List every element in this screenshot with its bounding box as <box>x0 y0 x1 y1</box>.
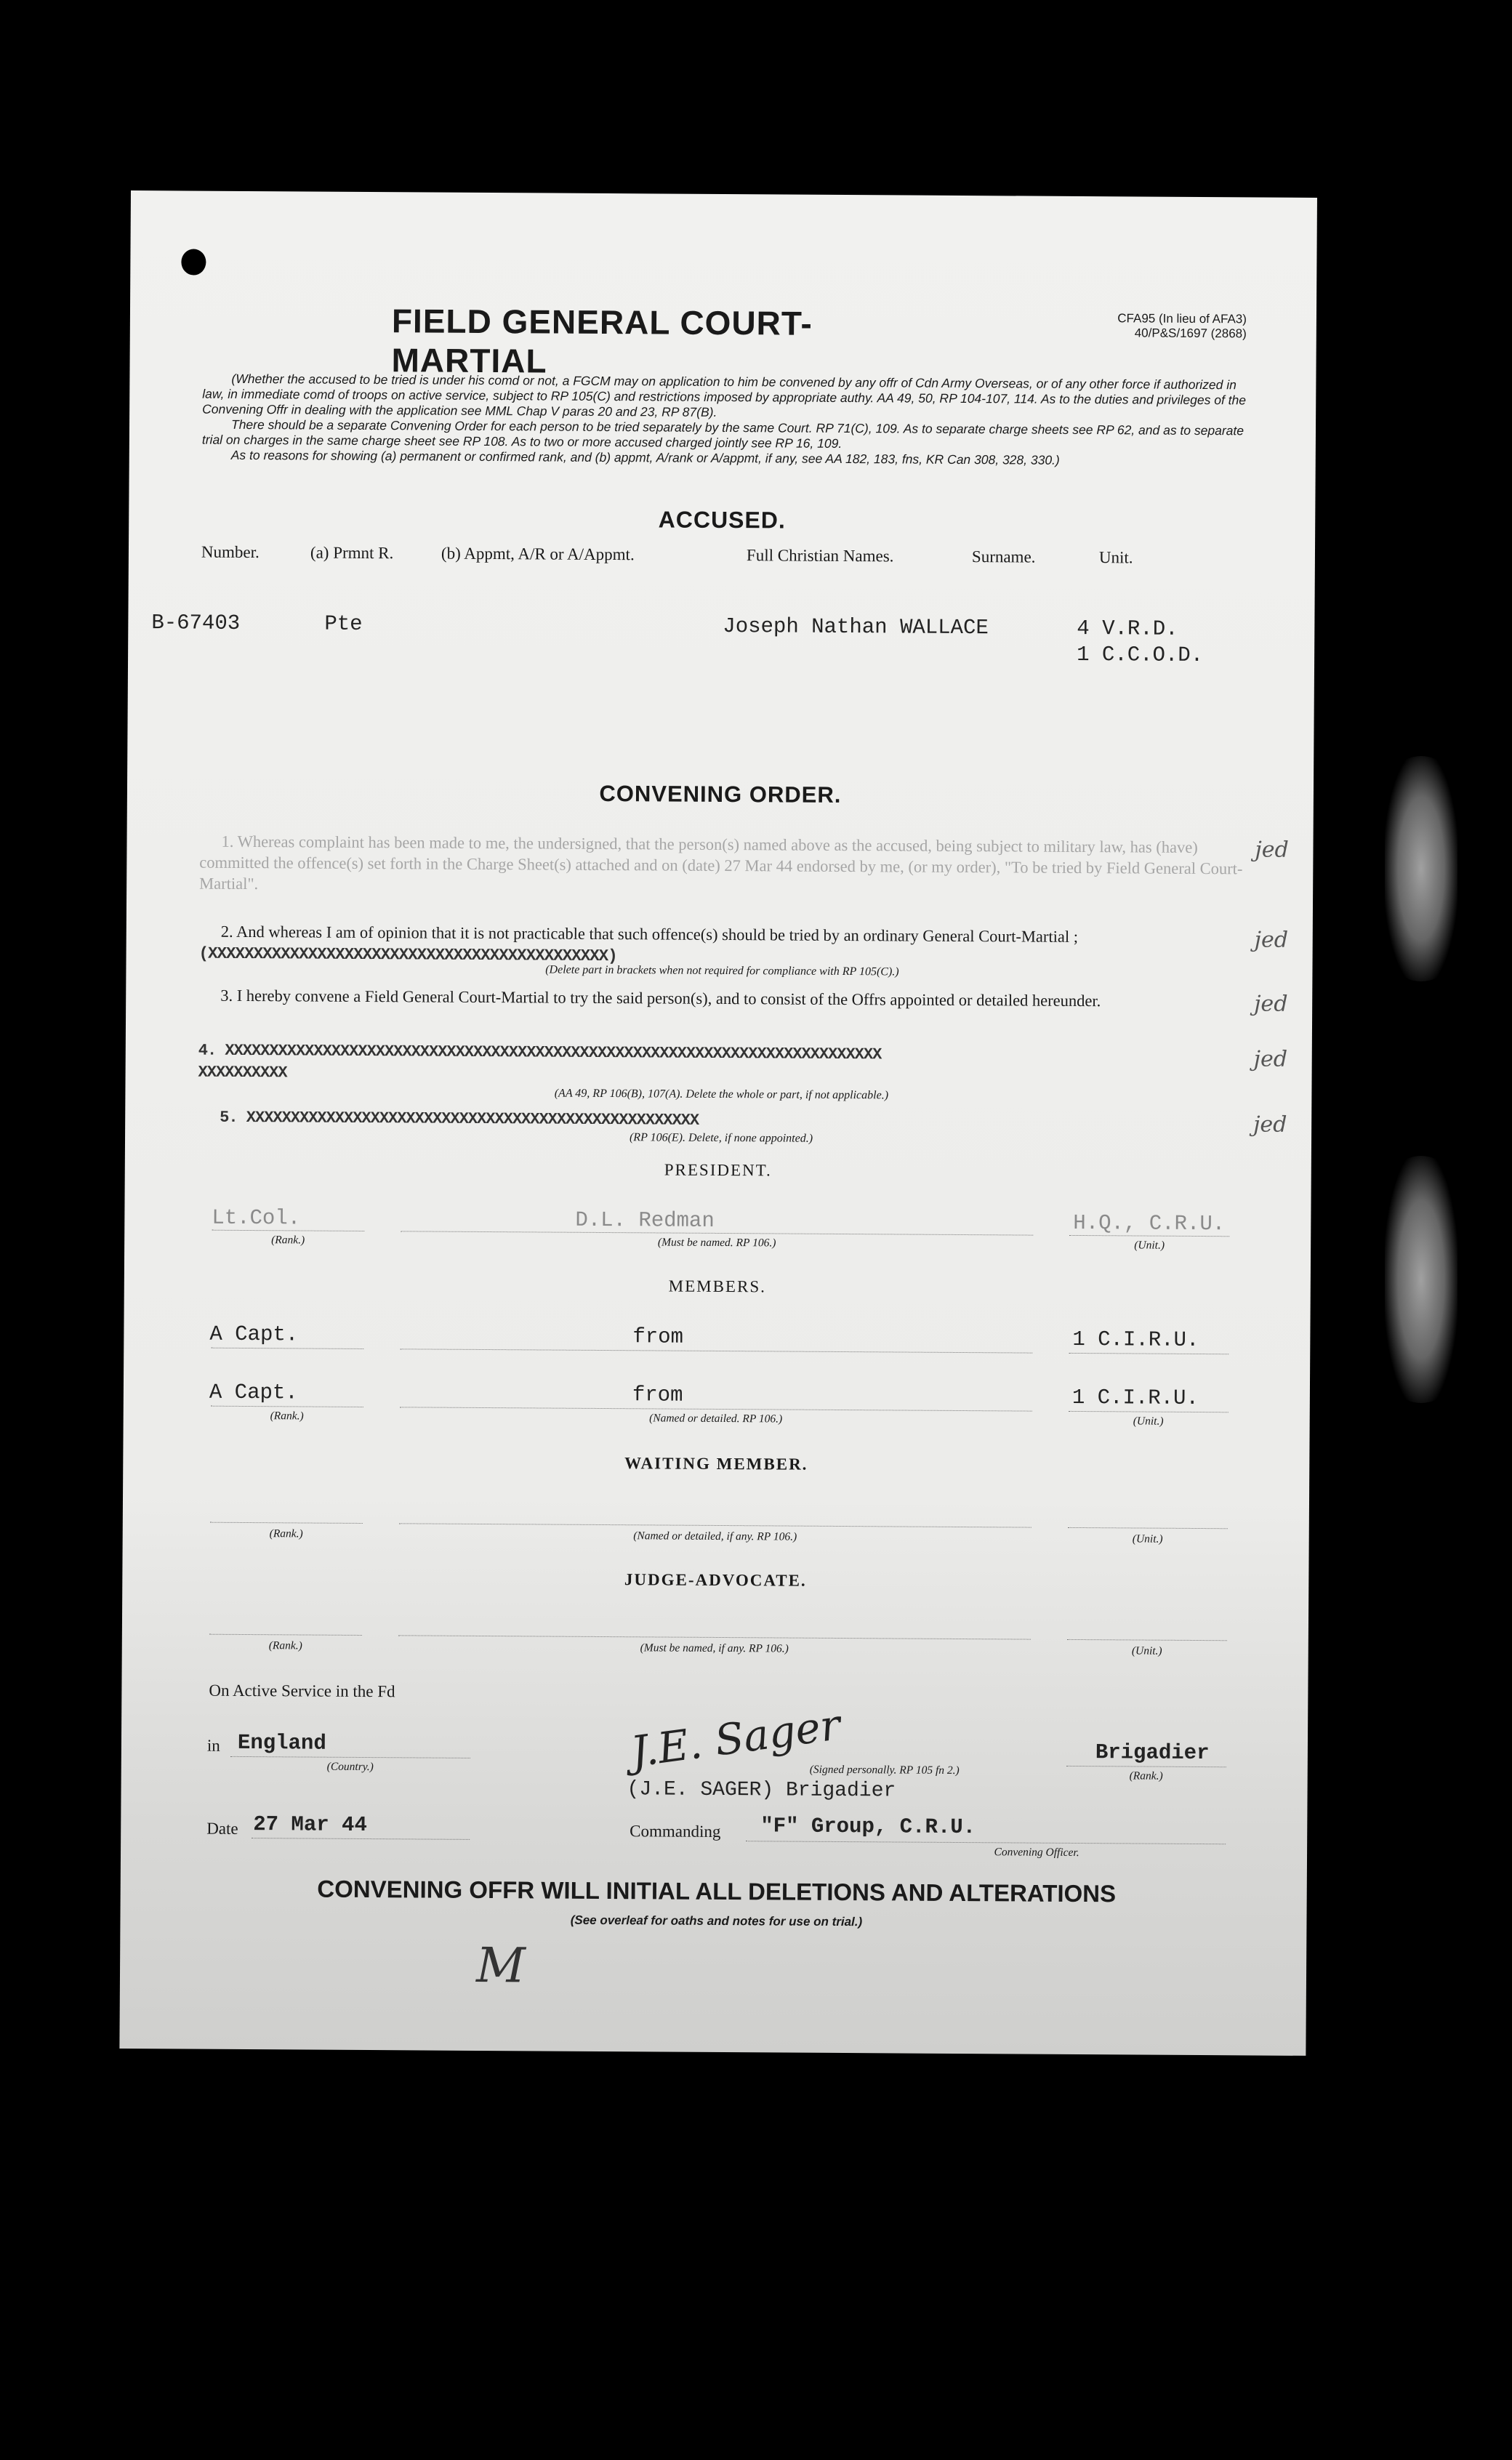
date-line <box>252 1837 470 1840</box>
judge-rank-caption: (Rank.) <box>268 1639 302 1652</box>
member-2-unit-line <box>1069 1410 1228 1412</box>
members-name-caption: (Named or detailed. RP 106.) <box>649 1412 783 1426</box>
president-rank-line <box>212 1229 364 1231</box>
convening-rank: Brigadier <box>1095 1740 1210 1766</box>
paragraph-2-deleted: (XXXXXXXXXXXXXXXXXXXXXXXXXXXXXXXXXXXXXXXXXXXX) <box>198 944 617 966</box>
paragraph-3: 3. I hereby convene a Field General Court-Martial to try the said person(s), and to consist of the Offrs appointed or detailed hereunder. <box>220 986 1101 1010</box>
handwritten-mark: M <box>475 1937 526 1994</box>
col-appointment: (b) Appmt, A/R or A/Appmt. <box>441 544 635 564</box>
president-unit-line <box>1069 1234 1229 1237</box>
judge-unit-line <box>1067 1639 1227 1641</box>
form-page <box>119 190 1317 2056</box>
member-2-rank-line <box>211 1405 363 1407</box>
footer-note: (See overleaf for oaths and notes for use on trial.) <box>570 1913 863 1929</box>
paragraph-5-note: (RP 106(E). Delete, if none appointed.) <box>629 1131 813 1145</box>
in-label: in <box>206 1736 220 1755</box>
commanding-value: "F" Group, C.R.U. <box>760 1814 976 1840</box>
margin-initial-4: jed <box>1253 1046 1288 1072</box>
paragraph-4-note: (AA 49, RP 106(B), 107(A). Delete the whole or part, if not applicable.) <box>554 1087 889 1102</box>
accused-heading: ACCUSED. <box>658 506 786 534</box>
members-heading: MEMBERS. <box>668 1277 766 1296</box>
members-rank-caption: (Rank.) <box>270 1410 304 1423</box>
member-1-rank-line <box>211 1347 363 1349</box>
member-1-rank: A Capt. <box>209 1322 299 1347</box>
waiting-name-caption: (Named or detailed, if any. RP 106.) <box>633 1530 797 1543</box>
accused-unit-1: 4 V.R.D. <box>1077 616 1178 641</box>
clip-shadow-upper <box>1385 756 1457 981</box>
typed-name: (J.E. SAGER) Brigadier <box>627 1778 896 1803</box>
convening-officer-caption: Convening Officer. <box>994 1846 1079 1860</box>
waiting-unit-caption: (Unit.) <box>1132 1532 1163 1545</box>
waiting-rank-line <box>210 1522 363 1524</box>
form-title: FIELD GENERAL COURT-MARTIAL <box>391 302 813 380</box>
paragraph-2-note: (Delete part in brackets when not required for compliance with RP 105(C).) <box>545 963 899 978</box>
members-unit-caption: (Unit.) <box>1133 1415 1164 1428</box>
paragraph-1: 1. Whereas complaint has been made to me, the undersigned, that the person(s) named above as the accused, being subject to military law, has (have) committed the offence(s) set forth in the Charge Sheet(s) attached and on (date) 27 Mar 44 endorsed by me, (or my order), "To be tried by Field General Court-Martial". <box>199 832 1243 893</box>
member-2-name: from <box>632 1383 683 1407</box>
accused-rank: Pte <box>324 611 363 636</box>
convening-rank-line <box>1066 1765 1226 1767</box>
col-surname: Surname. <box>971 547 1036 566</box>
margin-initial-1: jed <box>1255 837 1289 863</box>
judge-name-line <box>398 1634 1031 1639</box>
president-unit: H.Q., C.R.U. <box>1073 1210 1226 1237</box>
accused-unit-2: 1 C.C.O.D. <box>1077 642 1204 668</box>
col-number: Number. <box>201 542 260 562</box>
president-heading: PRESIDENT. <box>664 1160 772 1180</box>
president-rank: Lt.Col. <box>212 1205 301 1231</box>
waiting-name-line <box>399 1522 1032 1527</box>
waiting-rank-caption: (Rank.) <box>269 1527 303 1540</box>
convening-order-heading: CONVENING ORDER. <box>599 780 842 808</box>
president-name-caption: (Must be named. RP 106.) <box>657 1236 776 1250</box>
president-name: D.L. Redman <box>575 1207 715 1233</box>
member-2-unit: 1 C.I.R.U. <box>1071 1385 1199 1411</box>
date-label: Date <box>206 1819 238 1838</box>
margin-initial-3: jed <box>1254 991 1288 1017</box>
clip-shadow-lower <box>1385 1156 1457 1403</box>
judge-unit-caption: (Unit.) <box>1131 1644 1162 1657</box>
country-line <box>230 1756 470 1758</box>
country-caption: (Country.) <box>326 1760 374 1774</box>
member-1-name-line <box>400 1348 1032 1353</box>
footer-instruction: CONVENING OFFR WILL INITIAL ALL DELETIONS AND ALTERATIONS <box>317 1875 1117 1908</box>
member-1-unit: 1 C.I.R.U. <box>1072 1327 1199 1353</box>
convening-rank-caption: (Rank.) <box>1129 1769 1163 1782</box>
paragraph-2: 2. And whereas I am of opinion that it is not practicable that such offence(s) should be tried by an ordinary General Court-Martial ; (XXXXXXXXXXXXXXXXXXXXXXXXXXXXXXXXXXXXXXXXXXXX) <box>198 922 1079 966</box>
signature: J.E. Sager <box>627 1700 844 1777</box>
member-1-name: from <box>632 1325 684 1349</box>
president-unit-caption: (Unit.) <box>1134 1239 1165 1252</box>
paragraph-5-deleted: 5. XXXXXXXXXXXXXXXXXXXXXXXXXXXXXXXXXXXXXXXXXXXXXXXXXXX <box>220 1108 699 1130</box>
waiting-member-heading: WAITING MEMBER. <box>624 1454 808 1474</box>
form-reference: CFA95 (In lieu of AFA3) 40/P&S/1697 (2868) <box>1117 311 1247 341</box>
col-permanent-rank: (a) Prmnt R. <box>310 543 394 563</box>
country-value: England <box>237 1730 326 1756</box>
date-value: 27 Mar 44 <box>253 1812 368 1838</box>
col-unit: Unit. <box>1098 548 1133 567</box>
judge-advocate-heading: JUDGE-ADVOCATE. <box>624 1570 807 1590</box>
paragraph-4-deleted: 4. XXXXXXXXXXXXXXXXXXXXXXXXXXXXXXXXXXXXXXXXXXXXXXXXXXXXXXXXXXXXXXXXXXXXXXXXXX <box>198 1041 882 1064</box>
signed-caption: (Signed personally. RP 105 fn 2.) <box>809 1763 960 1777</box>
member-1-unit-line <box>1069 1352 1228 1354</box>
active-service-label: On Active Service in the Fd <box>209 1681 395 1701</box>
member-2-rank: A Capt. <box>209 1380 298 1405</box>
accused-name: Joseph Nathan WALLACE <box>723 614 989 640</box>
judge-rank-line <box>209 1633 362 1636</box>
instructions: (Whether the accused to be tried is under his comd or not, a FGCM may on application to him be convened by any offr of Cdn Army Overseas, or of any other force if authorized in law, in immediate comd of troops on active service, subject to RP 105(C) and restrictions imposed by appropriate authy. AA 49, 50, RP 104-107, 114. As to the duties and privileges of the Convening Offr in dealing with the application see MML Chap V paras 20 and 23, RP 87(B). There should be a separate Convening Order for each person to be tried separately by the same Court. RP 71(C), 109. As to separate charge sheets see RP 62, and as to separate trial on charges in the same charge sheet see RP 108. As to two or more accused charged jointly see RP 16, 109. As to reasons for showing (a) permanent or confirmed rank, and (b) appmt, A/rank or A/appmt, if any, see AA 182, 183, fns, KR Can 308, 328, 330.) <box>201 371 1247 467</box>
waiting-unit-line <box>1068 1527 1228 1529</box>
commanding-label: Commanding <box>630 1822 721 1841</box>
president-rank-caption: (Rank.) <box>271 1234 305 1247</box>
punch-hole <box>181 249 206 275</box>
col-christian-names: Full Christian Names. <box>746 546 894 566</box>
judge-name-caption: (Must be named, if any. RP 106.) <box>640 1641 789 1655</box>
accused-number: B-67403 <box>151 611 241 635</box>
paragraph-4-deleted-cont: XXXXXXXXXX <box>198 1063 287 1082</box>
margin-initial-5: jed <box>1253 1112 1287 1138</box>
commanding-line <box>746 1840 1226 1844</box>
margin-initial-2: jed <box>1254 927 1289 953</box>
